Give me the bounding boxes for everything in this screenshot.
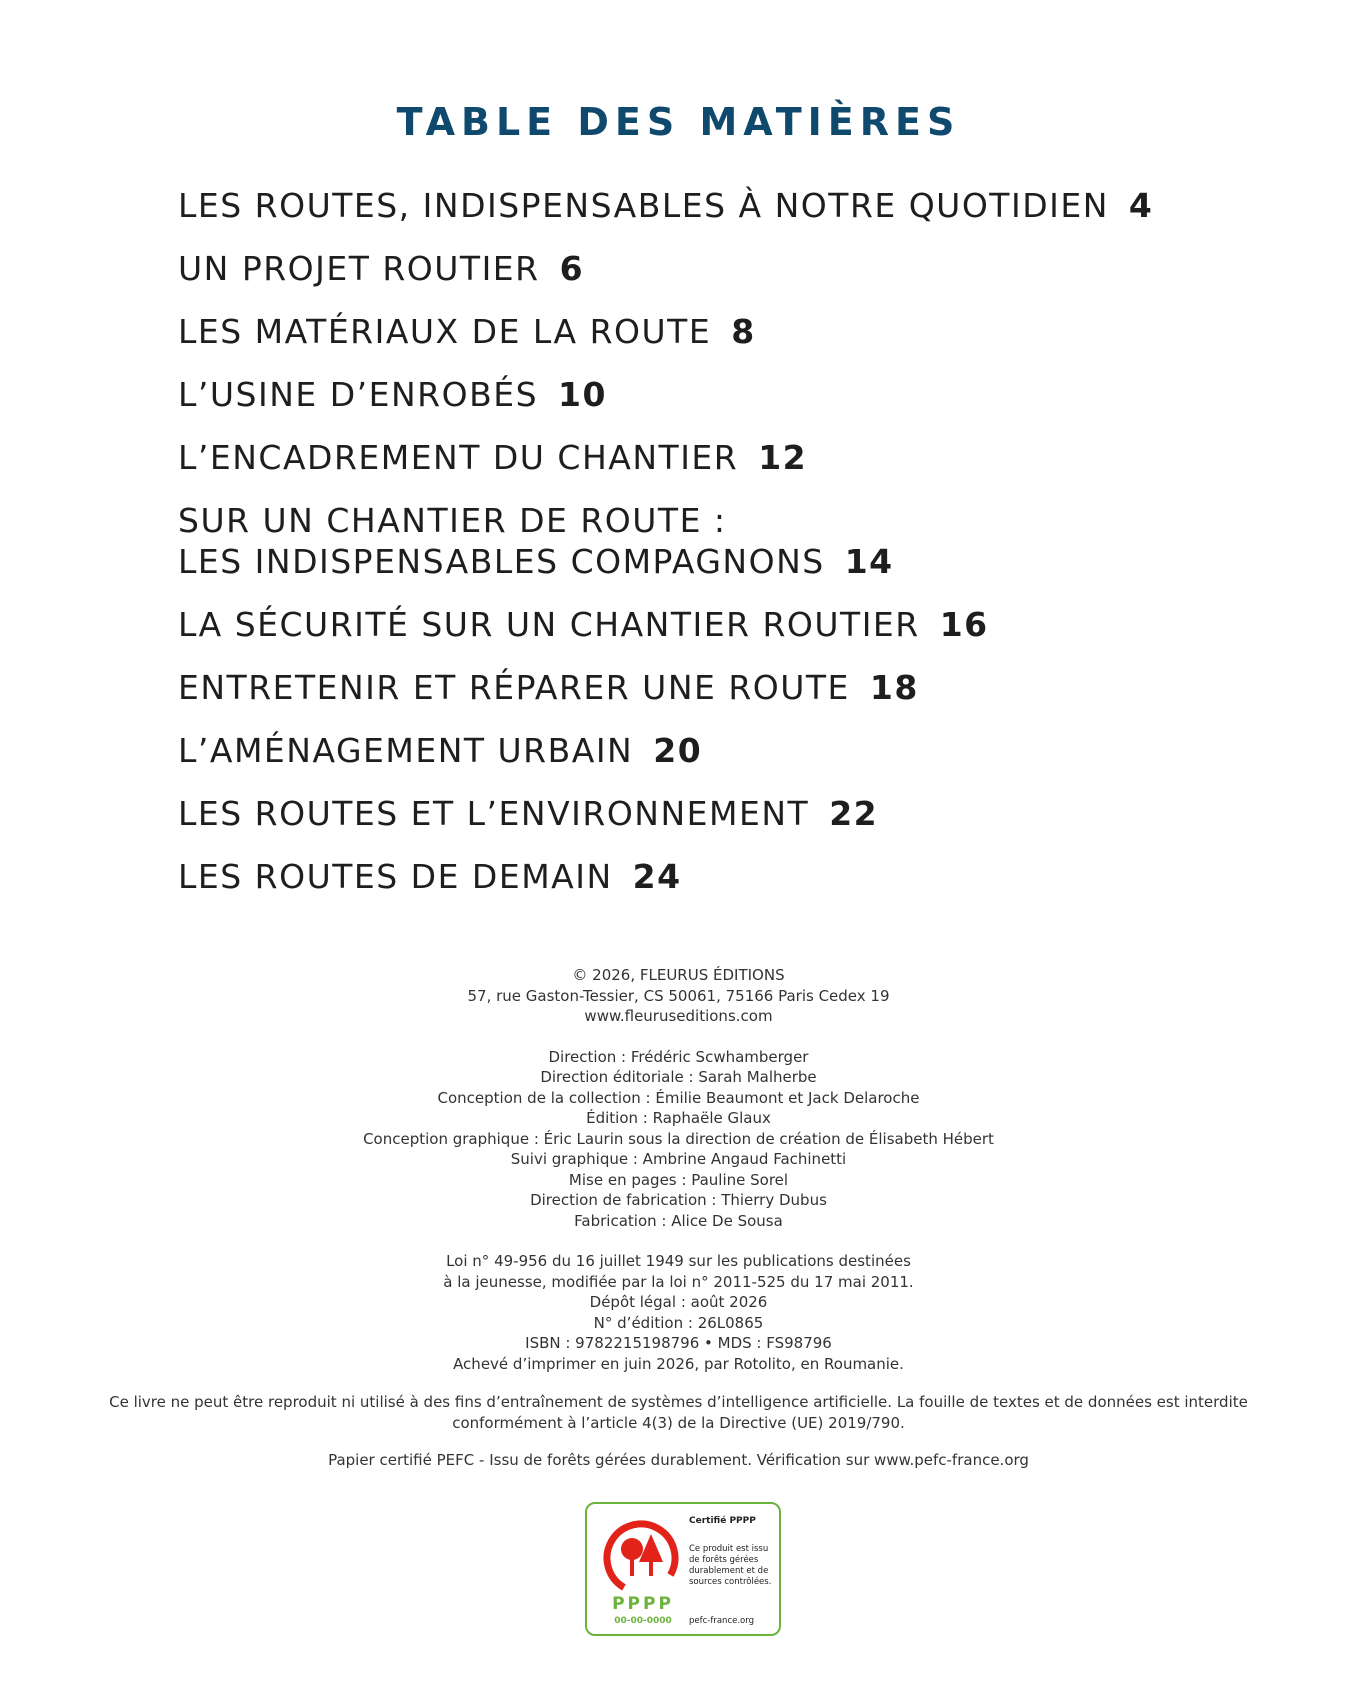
toc-entry [178,667,1278,708]
ai-notice-line: conformément à l’article 4(3) de la Directive (UE) 2019/790. [452,1413,905,1432]
toc-entry-page: 12 [758,438,808,477]
publisher-block [0,965,1357,1027]
copyright-line: © 2026, FLEURUS ÉDITIONS [572,966,785,984]
toc-entry [178,248,1278,289]
logo-url: pefc-france.org [689,1616,754,1626]
toc-entry [178,500,1278,582]
toc-entry-title: LES ROUTES, INDISPENSABLES À NOTRE QUOTIDIEN [178,186,1109,225]
toc-entry-page: 6 [559,249,585,288]
logo-license-code: 00-00-0000 [614,1616,672,1626]
toc-entry-page: 24 [632,857,682,896]
legal-block [0,1251,1357,1374]
legal-line: N° d’édition : 26L0865 [593,1313,764,1332]
toc-entry [178,185,1278,226]
logo-acronym: PPPP [612,1594,674,1614]
staff-line: Direction : Frédéric Scwhamberger [548,1047,809,1066]
pefc-logo [585,1502,781,1636]
staff-line: Fabrication : Alice De Sousa [574,1211,783,1230]
toc-entry-title-line: LES INDISPENSABLES COMPAGNONS [178,542,825,581]
toc-entry-page: 16 [939,605,989,644]
publisher-website: www.fleuruseditions.com [584,1007,773,1025]
toc-entry-title: LES ROUTES ET L’ENVIRONNEMENT [178,794,810,833]
staff-line: Mise en pages : Pauline Sorel [568,1170,789,1189]
toc-entry-title: ENTRETENIR ET RÉPARER UNE ROUTE [178,668,850,707]
toc-entry-page: 4 [1128,186,1154,225]
staff-block [0,1047,1357,1232]
toc-entry-title: L’USINE D’ENROBÉS [178,375,539,414]
logo-description-line: Ce produit est issu [689,1544,769,1554]
logo-description-line: sources contrôlées. [689,1577,772,1587]
legal-line: Loi n° 49-956 du 16 juillet 1949 sur les publications destinées [446,1252,911,1270]
toc-entry-title: LES MATÉRIAUX DE LA ROUTE [178,312,712,351]
publisher-address: 57, rue Gaston-Tessier, CS 50061, 75166 Paris Cedex 19 [467,986,890,1005]
page-title: TABLE DES MATIÈRES [396,100,961,144]
toc-entry [178,374,1278,415]
toc-entry-page: 14 [844,542,894,581]
toc-entry [178,604,1278,645]
logo-description [689,1544,775,1588]
colophon [0,965,1357,1394]
toc-entry-title: L’AMÉNAGEMENT URBAIN [178,731,634,770]
toc-entry-page: 20 [653,731,703,770]
toc-entry-title-line: SUR UN CHANTIER DE ROUTE : [178,501,727,540]
staff-line: Direction de fabrication : Thierry Dubus [530,1191,827,1209]
toc-entry [178,856,1278,897]
table-of-contents [178,185,1278,919]
toc-entry-title: UN PROJET ROUTIER [178,249,540,288]
toc-entry-title: LES ROUTES DE DEMAIN [178,857,613,896]
toc-entry-page: 8 [731,312,756,351]
ai-notice [60,1392,1297,1433]
toc-entry [178,793,1278,834]
legal-line: à la jeunesse, modifiée par la loi n° 2011-525 du 17 mai 2011. [443,1272,914,1291]
toc-entry [178,437,1278,478]
logo-certified-label: Certifié PPPP [689,1516,756,1526]
legal-line: Achevé d’imprimer en juin 2026, par Rotolito, en Roumanie. [453,1354,904,1373]
toc-entry-title: L’ENCADREMENT DU CHANTIER [178,438,739,477]
toc-entry-title: LA SÉCURITÉ SUR UN CHANTIER ROUTIER [178,605,920,644]
staff-line: Direction éditoriale : Sarah Malherbe [540,1068,817,1086]
staff-line: Conception graphique : Éric Laurin sous la direction de création de Élisabeth Hébert [363,1129,994,1148]
toc-entry-page: 22 [829,794,879,833]
staff-line: Suivi graphique : Ambrine Angaud Fachinetti [510,1150,847,1168]
logo-description-line: durablement et de [689,1566,769,1576]
staff-line: Conception de la collection : Émilie Beaumont et Jack Delaroche [437,1088,920,1107]
toc-entry-page: 18 [869,668,919,707]
staff-line: Édition : Raphaële Glaux [586,1109,771,1127]
legal-line: ISBN : 9782215198796 • MDS : FS98796 [525,1334,832,1352]
tree-logo-icon [601,1518,681,1598]
logo-description-line: de forêts gérées [689,1555,759,1565]
legal-line: Dépôt légal : août 2026 [589,1293,768,1311]
paper-notice: Papier certifié PEFC - Issu de forêts gérées durablement. Vérification sur www.pefc-france.org [328,1451,1029,1469]
toc-entry [178,730,1278,771]
toc-entry [178,311,1278,352]
ai-notice-line: Ce livre ne peut être reproduit ni utilisé à des fins d’entraînement de systèmes d’intelligence artificielle. La fouille de textes et de données est interdite [109,1393,1248,1411]
toc-entry-page: 10 [558,375,607,414]
